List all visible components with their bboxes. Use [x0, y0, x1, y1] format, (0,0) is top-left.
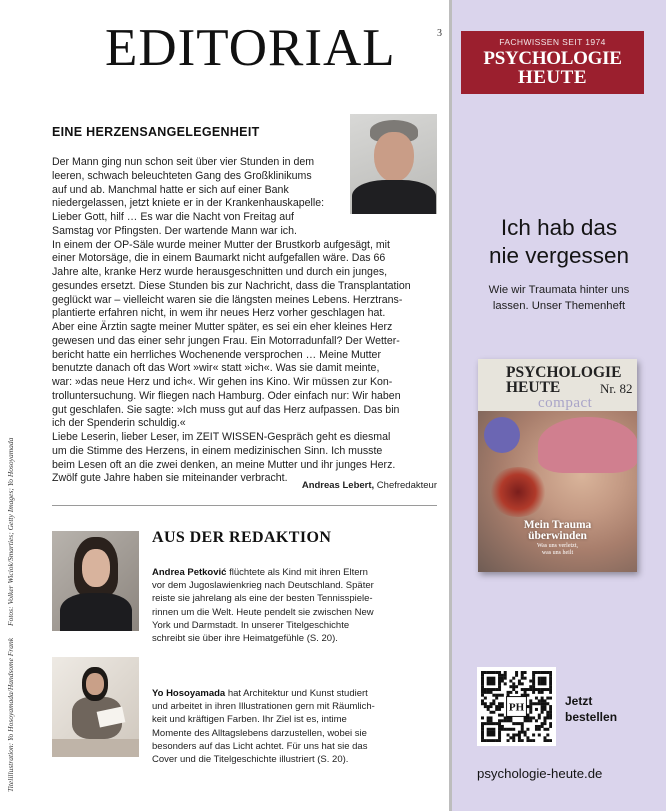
- editorial-line: leeren, schwach beleuchteten Gang des Großklinikums: [52, 169, 312, 182]
- page-number: 3: [437, 28, 442, 39]
- contributor-bio-yo: Yo Hosoyamada hat Architektur und Kunst studiert und arbeitet in ihren Illustrationen gern mit Räumlich- keit und kräftigen Farben. Ihr Ziel ist es, intime Momente des Alltagslebens darzustellen, wobei sie besonders auf das Licht achtet. Für uns hat sie das Cover und die Titelgeschichte illustriert (S. 20).: [152, 688, 375, 766]
- editorial-line: war: »das neue Herz und ich«. Wir gehen ins Kino. Wir müssen zur Kon-: [52, 376, 393, 388]
- cover-edition: compact: [538, 395, 593, 411]
- section-heading-redaktion: AUS DER REDAKTION: [152, 529, 332, 546]
- promo-subline: Wie wir Traumata hinter uns lassen. Unser Themenheft: [488, 284, 630, 312]
- editorial-signature: [302, 480, 437, 491]
- credit-photos: Fotos: Volker Wiciok/Smarties; Getty Images; Yo Hosoyamada: [6, 437, 15, 627]
- editorial-line: beim Lesen oft an die zwei denken, an meine Mutter und ihr junges Herz.: [52, 458, 396, 471]
- editorial-line: Zwölf gute Jahre haben sie miteinander verbracht.: [52, 472, 288, 485]
- editorial-line: Liebe Leserin, lieber Leser, im ZEIT WISSEN-Gespräch geht es diesmal: [52, 431, 391, 443]
- editorial-line: benutzte danach oft das Wort »wir« statt »ich«. Was sie damit meinte,: [52, 362, 380, 375]
- cover-masthead: PSYCHOLOGIE HEUTE: [506, 364, 622, 396]
- order-qr-code[interactable]: [477, 667, 556, 746]
- editorial-line: gewesen und das einer sehr jungen Frau. Ein Motorradunfall? Der Wetter-: [52, 334, 400, 347]
- cover-subtitle: Was uns verletzt, was uns heilt: [536, 543, 578, 556]
- credit-title-illustration: Titelillustration: Yo Hosoyamada/Handsome Frank: [6, 637, 15, 792]
- editorial-line: Samstag vor Pfingsten. Der wartende Mann war ich.: [52, 224, 297, 237]
- editorial-line: auf und ab. Manchmal hatte er sich auf einer Bank: [52, 183, 289, 196]
- editorial-line: bericht hatte ein herrliches Wochenende versprochen … Meine Mutter: [52, 348, 381, 361]
- author-role: Chefredakteur: [376, 480, 437, 491]
- contributor-photo-andrea: [52, 531, 139, 631]
- editorial-line: Aber eine Ärztin sagte meiner Mutter später, es sei ein eher kleines Herz: [52, 321, 393, 333]
- qr-code-icon: [481, 671, 552, 742]
- logo-name: PSYCHOLOGIE HEUTE: [483, 48, 622, 88]
- editorial-line: trolluntersuchung. Wir fliegen nach Hamburg. Oder einfach nur: Wir haben: [52, 389, 401, 402]
- editorial-line: um die Stimme des Herzens, in einem medizinischen Sinn. Ich musste: [52, 444, 383, 457]
- editorial-line: In einem der OP-Säle wurde meiner Mutter der Brustkorb aufgesägt, mit: [52, 238, 390, 251]
- editorial-line: gut geschlafen. Sie sagte: »Ich muss gut auf das Herz aufpassen. Das bin: [52, 403, 400, 416]
- qr-badge-text: PH: [508, 701, 525, 714]
- order-label[interactable]: Jetzt bestellen: [565, 694, 618, 724]
- editorial-heading: EINE HERZENSANGELEGENHEIT: [52, 125, 260, 139]
- cover-issue-number: Nr. 82: [600, 381, 633, 396]
- editorial-line: niedergelassen, jetzt kniete er in der Krankenhauskapelle:: [52, 197, 325, 210]
- contributor-bio-andrea: Andrea Petković flüchtete als Kind mit ihren Eltern vor dem Jugoslawienkrieg nach Deutschland. Später reiste sie jahrelang als eine der besten Tennisspiele- rinnen um die Welt. Heute pendelt sie zwischen New York und Darmstadt. In unserer Titelgeschichte schreibt sie über ihre Heimatgefühle (S. 20).: [152, 567, 374, 645]
- editorial-line: Lieber Gott, hilf … Es war die Nacht von Freitag auf: [52, 211, 295, 223]
- contributor-photo-yo: [52, 657, 139, 757]
- logo-tagline: FACHWISSEN SEIT 1974: [499, 37, 606, 47]
- editorial-line: ich der Spenderin schuldig.«: [52, 417, 186, 430]
- author-name: Andreas Lebert,: [301, 480, 375, 491]
- contributor-name: Yo Hosoyamada: [152, 688, 226, 699]
- promo-headline: Ich hab das nie vergessen: [488, 215, 630, 268]
- editorial-line: geglückt war – vielleicht waren sie die längsten meines Lebens. Herztrans-: [52, 293, 403, 306]
- editorial-line: plantierte erfahren nicht, in wem ihr neues Herz vorher geschlagen hat.: [52, 307, 386, 320]
- magazine-cover[interactable]: [478, 359, 637, 572]
- psychologie-heute-logo[interactable]: [461, 31, 644, 94]
- editorial-line: gesundes ersetzt. Diese Stunden bis zur Nachricht, dass die Transplantation: [52, 279, 411, 292]
- editorial-line: einer Motorsäge, die in einem Baumarkt nicht aufgefallen wäre. Das 66: [52, 252, 386, 265]
- photo-credits: [6, 437, 15, 792]
- page-title: EDITORIAL: [105, 19, 396, 77]
- editor-portrait: [350, 114, 437, 214]
- cover-badge: [484, 417, 520, 453]
- editorial-line: Jahre alte, kranke Herz wurde herausgeschnitten und durch ein junges,: [52, 266, 388, 278]
- website-link[interactable]: psychologie-heute.de: [477, 766, 603, 781]
- section-divider: [52, 505, 437, 506]
- cover-title: Mein Trauma überwinden: [523, 519, 592, 542]
- contributor-name: Andrea Petković: [152, 567, 227, 578]
- editorial-line: Der Mann ging nun schon seit über vier Stunden in dem: [52, 156, 315, 168]
